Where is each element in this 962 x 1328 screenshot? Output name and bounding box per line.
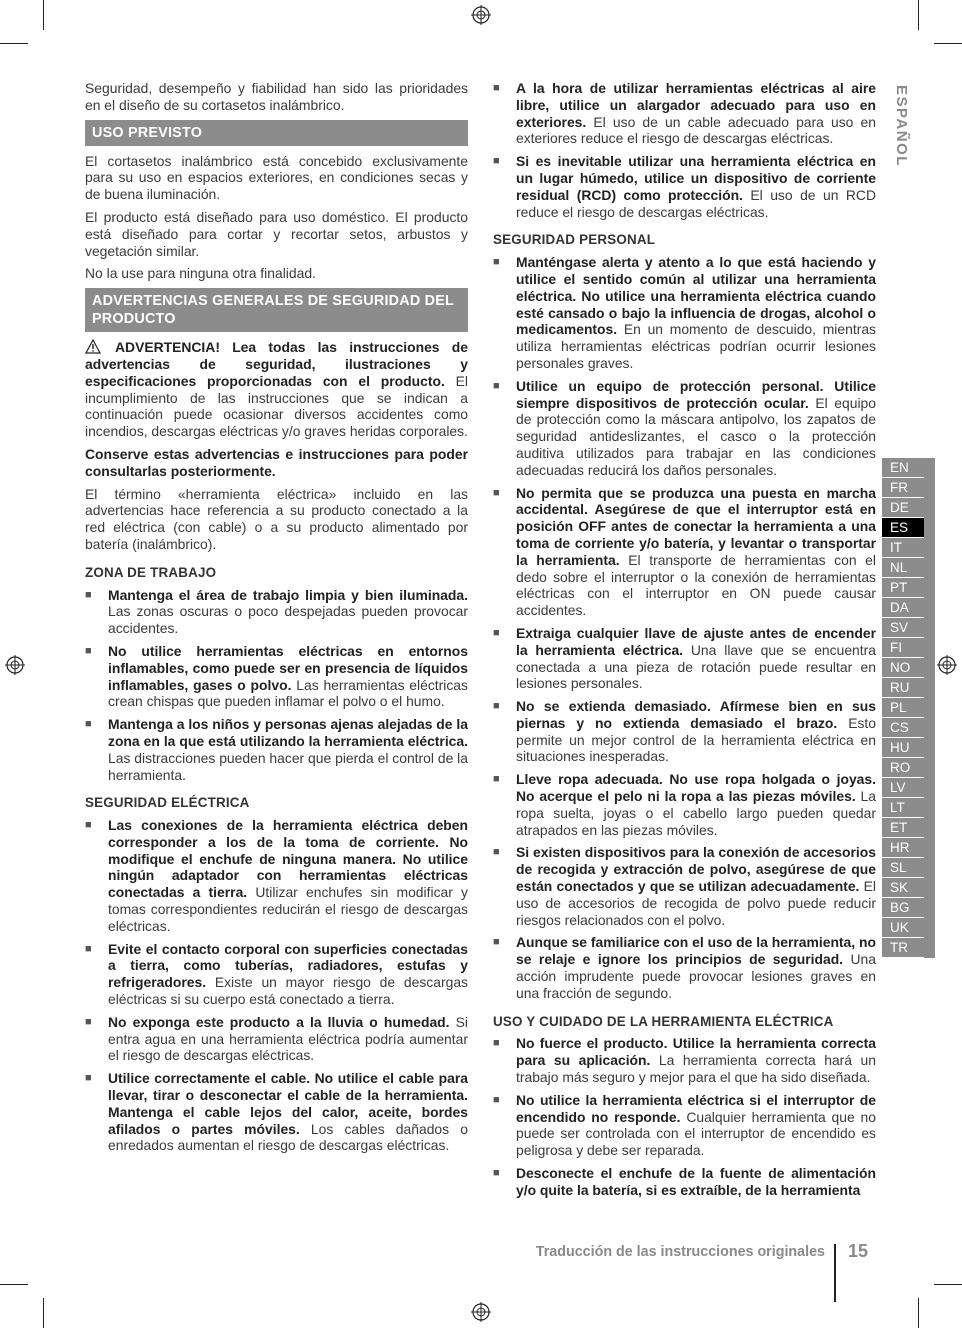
language-tab-bg[interactable]: BG — [882, 898, 924, 918]
subheading-seguridad-electrica: SEGURIDAD ELÉCTRICA — [85, 795, 250, 811]
list-item-text: El uso de accesorios de recogida de polvo puede reducir riesgos relacionados con el polvo. — [516, 878, 877, 928]
list-item — [85, 643, 468, 710]
list-item-bold: Extraiga cualquier llave de ajuste antes de encender la herramienta eléctrica. — [516, 624, 876, 658]
subheading-zona-de-trabajo: ZONA DE TRABAJO — [85, 564, 217, 580]
list-item-bold: No utilice la herramienta eléctrica si el interruptor de encendido no responde. — [516, 1091, 876, 1125]
language-tab-pt[interactable]: PT — [882, 578, 924, 598]
paragraph: El término «herramienta eléctrica» incluido en las advertencias hace referencia a su producto conectado a la red eléctrica (con cable) o a su producto alimentado por batería (inalámbrico). — [85, 485, 468, 552]
list-zona — [85, 587, 468, 784]
registration-mark-icon — [471, 1302, 491, 1322]
list-item-text: Si entra agua en una herramienta eléctrica podría aumentar el riesgo de descargas eléctricas. — [108, 1013, 468, 1064]
language-tab-da[interactable]: DA — [882, 598, 924, 618]
list-item-bold: Mantenga el área de trabajo limpia y bien iluminada. — [108, 586, 468, 603]
section-header-advertencias: ADVERTENCIAS GENERALES DE SEGURIDAD DEL PRODUCTO — [85, 288, 468, 332]
language-tab-pl[interactable]: PL — [882, 698, 924, 718]
language-tab-hr[interactable]: HR — [882, 838, 924, 858]
list-item-bold: Aunque se familiarice con el uso de la herramienta, no se relaje e ignore los principios de seguridad. — [516, 934, 876, 968]
crop-mark — [918, 1298, 919, 1328]
conserve-paragraph — [85, 446, 468, 480]
bullet-icon: ■ — [85, 588, 92, 601]
list-item — [493, 254, 876, 372]
language-tab-hu[interactable]: HU — [882, 738, 924, 758]
list-item-bold: No utilice herramientas eléctricas en entornos inflamables, como puede ser en presencia de líquidos inflamables, gases o polvo. — [108, 642, 468, 693]
bullet-icon: ■ — [493, 626, 500, 639]
language-tab-nl[interactable]: NL — [882, 558, 924, 578]
language-tab-sl[interactable]: SL — [882, 858, 924, 878]
bullet-icon: ■ — [85, 1072, 92, 1085]
warning-paragraph — [85, 339, 468, 440]
list-electrica-cont — [493, 80, 876, 220]
list-item-text: Las zonas oscuras o poco despejadas pueden provocar accidentes. — [108, 603, 468, 637]
crop-mark — [0, 43, 28, 44]
crop-mark — [934, 43, 962, 44]
bullet-icon: ■ — [493, 773, 500, 786]
bullet-icon: ■ — [493, 486, 500, 499]
list-electrica — [85, 817, 468, 1154]
bullet-icon: ■ — [493, 846, 500, 859]
list-item-text: Una llave que se encuentra conectada a una pieza de rotación puede resultar en lesiones personales. — [516, 641, 876, 692]
list-item-bold: Utilice correctamente el cable. No utilice el cable para llevar, tirar o desconectar el cable de la herramienta. Mantenga el cable lejos del calor, aceite, bordes afilados o partes móviles. — [108, 1070, 468, 1137]
list-item-bold: Mantenga a los niños y personas ajenas alejadas de la zona en la que está utilizando la herramienta eléctrica. — [108, 716, 468, 749]
list-item-bold: No fuerce el producto. Utilice la herramienta correcta para su aplicación. — [516, 1035, 876, 1069]
list-item — [493, 1035, 876, 1085]
footer-divider — [834, 1244, 836, 1302]
list-item-bold: No se extienda demasiado. Afírmese bien en sus piernas y no extienda demasiado el brazo. — [516, 698, 876, 731]
list-item-bold: No exponga este producto a la lluvia o humedad. — [108, 1013, 450, 1030]
crop-mark — [934, 1284, 962, 1285]
bullet-icon: ■ — [493, 1093, 500, 1106]
list-item-text: Las herramientas eléctricas crean chispas que pueden inflamar el polvo o el humo. — [108, 676, 468, 710]
list-item — [493, 844, 876, 928]
list-item-text: El equipo de protección como la máscara antipolvo, los zapatos de seguridad antideslizantes, el casco o la protección auditiva utilizados para trabajar en las condiciones adecuadas reducirá los daños personales. — [516, 394, 876, 478]
bullet-icon: ■ — [493, 1037, 500, 1050]
bullet-icon: ■ — [85, 718, 92, 731]
language-tab-cs[interactable]: CS — [882, 718, 924, 738]
bullet-icon: ■ — [493, 379, 500, 392]
list-uso-cuidado — [493, 1035, 876, 1198]
paragraph: El producto está diseñado para uso doméstico. El producto está diseñado para cortar y recortar setos, arbustos y vegetación similar. — [85, 208, 468, 259]
bullet-icon: ■ — [493, 82, 500, 94]
list-item-text: Utilizar enchufes sin modificar y tomas correspondientes reducirán el riesgo de descargas eléctricas. — [108, 884, 468, 934]
language-tab-de[interactable]: DE — [882, 498, 924, 518]
language-tab-es[interactable]: ES — [882, 518, 924, 538]
language-tab-bar — [882, 458, 935, 958]
registration-mark-icon — [471, 5, 491, 25]
language-tab-ru[interactable]: RU — [882, 678, 924, 698]
bullet-icon: ■ — [85, 819, 92, 832]
conserve-text: Conserve estas advertencias e instrucciones para poder consultarlas posteriormente. — [85, 445, 468, 479]
language-tab-ro[interactable]: RO — [882, 758, 924, 778]
paragraph: El cortasetos inalámbrico está concebido exclusivamente para su uso en espacios exteriores, en condiciones secas y de buena iluminación. — [85, 152, 468, 203]
list-item — [493, 1165, 876, 1199]
subheading-seguridad-personal: SEGURIDAD PERSONAL — [493, 232, 656, 248]
crop-mark — [0, 1284, 28, 1285]
bullet-icon: ■ — [493, 936, 500, 949]
language-tab-sk[interactable]: SK — [882, 878, 924, 898]
list-item-bold: Lleve ropa adecuada. No use ropa holgada o joyas. No acerque el pelo ni la ropa a las piezas móviles. — [516, 771, 876, 805]
list-item — [493, 1092, 876, 1159]
list-item-text: Los cables dañados o enredados aumentan el riesgo de descargas eléctricas. — [108, 1120, 468, 1154]
language-tab-fr[interactable]: FR — [882, 478, 924, 498]
list-item-bold: A la hora de utilizar herramientas eléctricas al aire libre, utilice un alargador adecuado para uso en exteriores. — [516, 80, 876, 130]
language-tab-uk[interactable]: UK — [882, 918, 924, 938]
list-item-bold: Si existen dispositivos para la conexión de accesorios de recogida y extracción de polvo, asegúrese de que están conectados y que se utilizan adecuadamente. — [516, 844, 876, 895]
language-tab-fi[interactable]: FI — [882, 638, 924, 658]
list-item-bold: Evite el contacto corporal con superficies conectadas a tierra, como tuberías, radiadores, estufas y refrigeradores. — [108, 940, 468, 991]
language-tab-en[interactable]: EN — [882, 458, 924, 478]
list-item-text: En un momento de descuido, mientras utiliza herramientas eléctricas podrían ocurrir lesiones personales graves. — [516, 321, 876, 371]
section-header-uso-previsto: USO PREVISTO — [85, 120, 468, 146]
list-item — [493, 771, 876, 838]
crop-mark — [43, 0, 44, 30]
bullet-icon: ■ — [493, 700, 500, 713]
bullet-icon: ■ — [85, 644, 92, 657]
footer-text: Traducción de las instrucciones originales — [535, 1244, 825, 1260]
list-item-bold: Utilice un equipo de protección personal. Utilice siempre dispositivos de protección ocular. — [516, 377, 876, 411]
list-item-text: El uso de un cable adecuado para uso en exteriores reduce el riesgo de descargas eléctricas. — [516, 113, 876, 147]
list-item-text: Esto permite un mejor control de la herramienta eléctrica en situaciones inesperadas. — [516, 714, 876, 765]
language-tab-tr[interactable]: TR — [882, 938, 924, 958]
list-item — [85, 817, 468, 935]
list-item-bold: No permita que se produzca una puesta en marcha accidental. Asegúrese de que el interruptor está en posición OFF antes de conectar la herramienta a una toma de corriente y/o batería, y levantar o transportar la herramienta. — [516, 484, 876, 568]
bullet-icon: ■ — [85, 1015, 92, 1028]
bullet-icon: ■ — [493, 1167, 500, 1180]
language-tab-et[interactable]: ET — [882, 818, 924, 838]
list-item-text: La herramienta correcta hará un trabajo más seguro y mejor para el que ha sido diseñada. — [516, 1052, 876, 1086]
list-item — [493, 153, 876, 220]
crop-mark — [43, 1298, 44, 1328]
subheading-uso-cuidado: USO Y CUIDADO DE LA HERRAMIENTA ELÉCTRICA — [493, 1013, 834, 1029]
list-item-bold: Desconecte el enchufe de la fuente de alimentación y/o quite la batería, si es extraíble, de la herramienta — [516, 1165, 876, 1198]
list-item-text: El transporte de herramientas con el dedo sobre el interruptor o la conexión de herramientas eléctricas con el interruptor en ON puede causar accidentes. — [516, 551, 876, 619]
registration-mark-icon — [5, 655, 25, 675]
list-item — [85, 941, 468, 1008]
list-item-text: Las distracciones pueden hacer que pierda el control de la herramienta. — [108, 749, 468, 783]
left-column — [85, 80, 468, 1160]
language-tab-no[interactable]: NO — [882, 658, 924, 678]
list-item — [493, 934, 876, 1001]
list-item-text: Cualquier herramienta que no puede ser controlada con el interruptor de encendido es peligrosa y debe ser reparada. — [516, 1108, 877, 1159]
list-item — [85, 1070, 468, 1154]
list-item-text: Una acción imprudente puede provocar lesiones graves en una fracción de segundo. — [516, 951, 876, 1001]
warning-text: El incumplimiento de las instrucciones que se indican a continuación puede ocasionar diversos accidentes como incendios, descargas eléctricas y/o graves heridas corporales. — [85, 372, 468, 440]
list-item-text: El uso de un RCD reduce el riesgo de descargas eléctricas. — [516, 186, 876, 220]
list-item — [493, 625, 876, 692]
intro-paragraph: Seguridad, desempeño y fiabilidad han sido las prioridades en el diseño de su cortasetos inalámbrico. — [85, 80, 468, 113]
bullet-icon: ■ — [85, 942, 92, 955]
list-item — [493, 485, 876, 619]
list-item — [493, 80, 876, 147]
language-tab-lv[interactable]: LV — [882, 778, 924, 798]
list-item-bold: Las conexiones de la herramienta eléctrica deben corresponder a los de la toma de corriente. No modifique el enchufe de ninguna manera. No utilice ningún adaptador con herramientas eléctricas conectadas a tierra. — [108, 817, 468, 901]
list-item — [493, 698, 876, 765]
warning-triangle-icon — [85, 339, 101, 354]
bullet-icon: ■ — [493, 155, 500, 168]
list-item — [493, 378, 876, 479]
crop-mark — [918, 0, 919, 30]
right-column — [493, 80, 876, 1205]
page-number: 15 — [848, 1241, 869, 1261]
language-tab-sv[interactable]: SV — [882, 618, 924, 638]
side-title-text: ESPAÑOL — [893, 85, 910, 167]
language-tab-lt[interactable]: LT — [882, 798, 924, 818]
list-item-bold: Si es inevitable utilizar una herramienta eléctrica en un lugar húmedo, utilice un dispositivo de corriente residual (RCD) como protección. — [516, 153, 876, 203]
list-item — [85, 587, 468, 637]
bullet-icon: ■ — [493, 256, 500, 269]
warning-bold-text: ADVERTENCIA! Lea todas las instrucciones de advertencias de seguridad, ilustraciones y especificaciones proporcionadas con el producto. — [85, 339, 468, 389]
list-item-bold: Manténgase alerta y atento a lo que está haciendo y utilice el sentido común al utilizar una herramienta eléctrica. No utilice una herramienta eléctrica cuando esté cansado o bajo la influencia de drogas, alcohol o medicamentos. — [516, 254, 876, 338]
language-tab-it[interactable]: IT — [882, 538, 924, 558]
list-item-text: Existe un mayor riesgo de descargas eléctricas si su cuerpo está conectado a tierra. — [108, 974, 468, 1008]
list-personal — [493, 254, 876, 1001]
registration-mark-icon — [937, 655, 957, 675]
language-side-title — [880, 85, 920, 185]
list-item-text: La ropa suelta, joyas o el cabello largo pueden quedar atrapados en las piezas móviles. — [516, 788, 877, 838]
paragraph: No la use para ninguna otra finalidad. — [85, 265, 316, 282]
list-item — [85, 716, 468, 783]
list-item — [85, 1014, 468, 1064]
